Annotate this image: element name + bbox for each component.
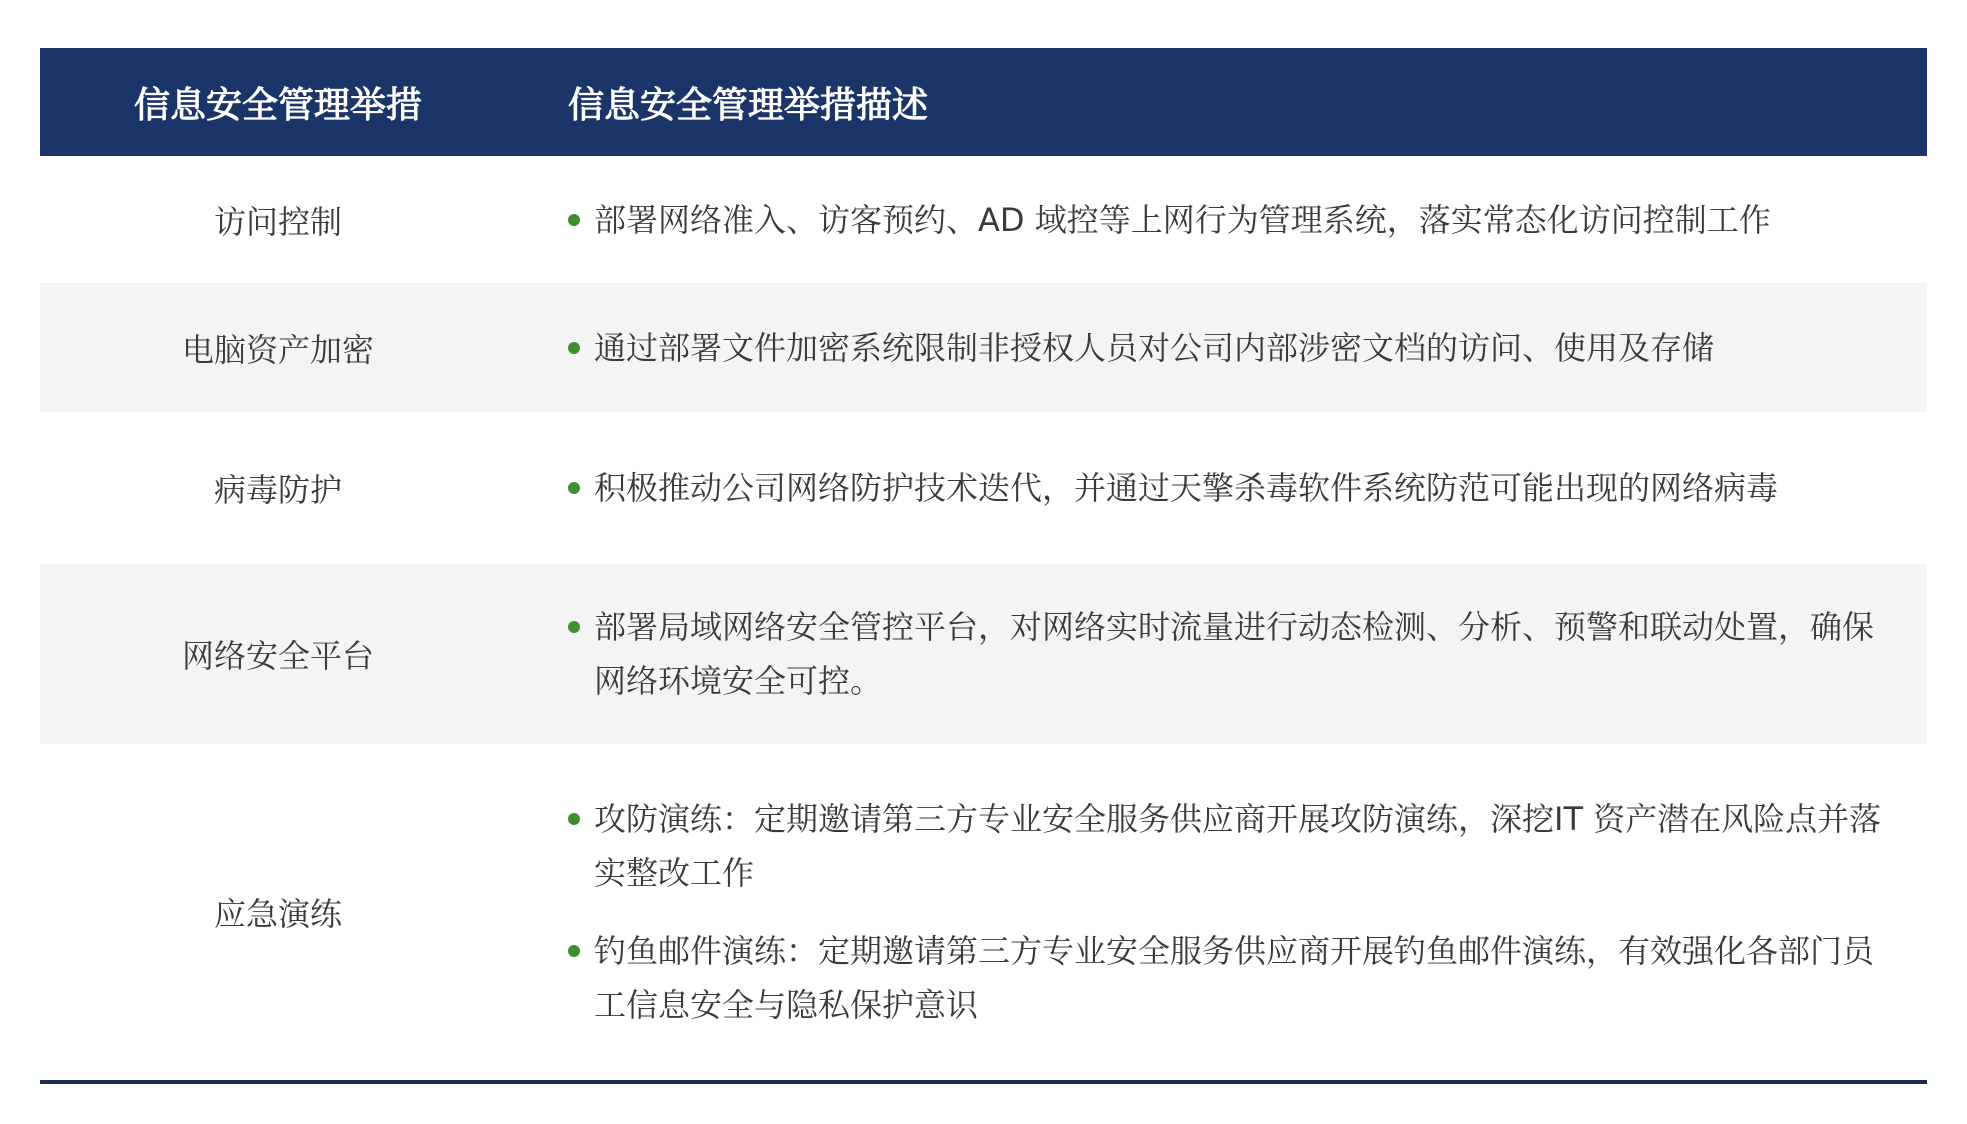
header-description: 信息安全管理举措描述 xyxy=(568,84,929,126)
table-row xyxy=(40,156,1927,283)
list-item xyxy=(568,924,1887,1032)
bullet-dot-icon xyxy=(568,214,580,226)
bottom-divider xyxy=(40,1080,1927,1084)
header-measure: 信息安全管理举措 xyxy=(133,84,422,126)
item-text: 通过部署文件加密系统限制非授权人员对公司内部涉密文档的访问、使用及存储 xyxy=(594,328,1715,367)
measure-description xyxy=(568,321,1927,375)
list-item xyxy=(568,193,1887,247)
table-header xyxy=(40,48,1927,156)
item-text: 钓鱼邮件演练：定期邀请第三方专业安全服务供应商开展钓鱼邮件演练，有效强化各部门员工信息安全与隐私保护意识 xyxy=(594,932,1875,1024)
list-item xyxy=(568,321,1887,375)
bullet-dot-icon xyxy=(568,945,580,957)
list-item xyxy=(568,792,1887,900)
security-measures-table xyxy=(40,48,1927,1080)
bullet-dot-icon xyxy=(568,342,580,354)
bullet-dot-icon xyxy=(568,482,580,494)
measure-description xyxy=(568,792,1927,1032)
measure-description xyxy=(568,193,1927,247)
table-row xyxy=(40,564,1927,744)
measure-name: 应急演练 xyxy=(213,895,342,933)
table-row xyxy=(40,283,1927,412)
bullet-dot-icon xyxy=(568,813,580,825)
list-item xyxy=(568,461,1887,515)
item-text: 积极推动公司网络防护技术迭代，并通过天擎杀毒软件系统防范可能出现的网络病毒 xyxy=(594,469,1779,507)
item-text: 攻防演练：定期邀请第三方专业安全服务供应商开展攻防演练，深挖IT 资产潜在风险点并落实整改工作 xyxy=(594,800,1882,892)
measure-name: 电脑资产加密 xyxy=(181,330,374,369)
measure-name: 访问控制 xyxy=(213,202,342,241)
measure-description xyxy=(568,461,1927,515)
measure-description xyxy=(568,600,1927,708)
table-row xyxy=(40,744,1927,1080)
list-item xyxy=(568,600,1887,708)
item-text: 部署网络准入、访客预约、AD 域控等上网行为管理系统，落实常态化访问控制工作 xyxy=(594,200,1771,239)
table-row xyxy=(40,412,1927,564)
bullet-dot-icon xyxy=(568,621,580,633)
measure-name: 网络安全平台 xyxy=(181,637,374,675)
item-text: 部署局域网络安全管控平台，对网络实时流量进行动态检测、分析、预警和联动处置，确保网络环境安全可控。 xyxy=(594,608,1875,700)
measure-name: 病毒防护 xyxy=(213,471,342,509)
